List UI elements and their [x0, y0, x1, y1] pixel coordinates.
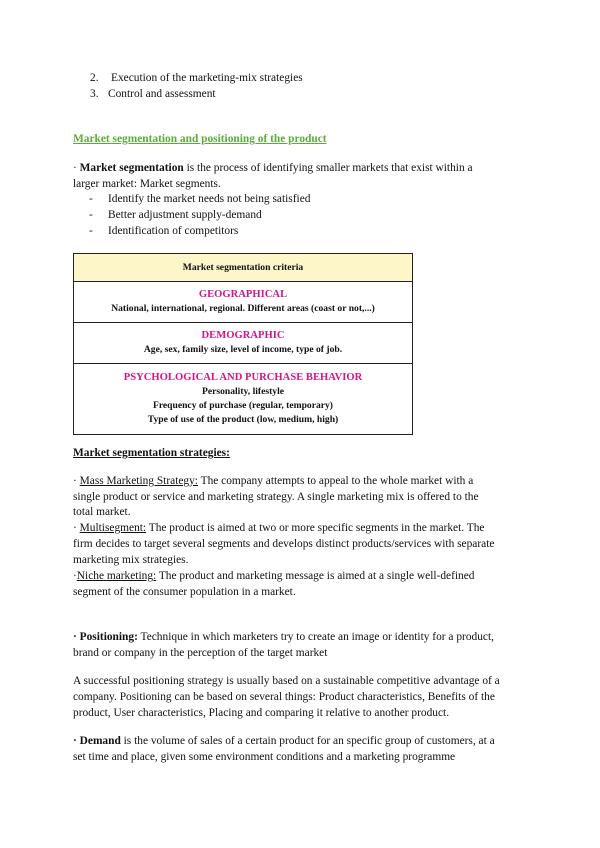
section-title: Market segmentation and positioning of the product	[73, 133, 327, 145]
demand-line-1	[73, 734, 495, 749]
bullet: ·	[73, 570, 77, 582]
list-item: Better adjustment supply-demand	[108, 209, 262, 221]
mass-line-2: single product or service and marketing strategy. A single marketing mix is offered to the	[73, 491, 479, 503]
term-mass-marketing: Mass Marketing Strategy:	[79, 475, 198, 487]
niche-line-2: segment of the consumer population in a market.	[73, 586, 296, 598]
term-niche-marketing: Niche marketing:	[76, 570, 157, 582]
positioning-line-1	[73, 630, 494, 645]
multi-line-2: firm decides to target several segments and develops distinct products/services with separate	[73, 538, 495, 550]
table-row	[74, 282, 413, 323]
niche-line-1	[73, 569, 475, 584]
table-header: Market segmentation criteria	[74, 254, 413, 282]
bullet: ·	[73, 162, 77, 174]
niche-text: The product and marketing message is aimed at a single well-defined	[156, 570, 475, 582]
criteria-category: PSYCHOLOGICAL AND PURCHASE BEHAVIOR	[123, 372, 363, 383]
criteria-detail: Age, sex, family size, level of income, type of job.	[143, 344, 343, 355]
bullet: ·	[73, 475, 80, 487]
intro-line-2: larger market: Market segments.	[73, 178, 221, 190]
mass-line-1	[73, 474, 473, 489]
successful-line-2: company. Positioning can be based on several things: Product characteristics, Benefits of the	[73, 691, 495, 703]
dash-marker: -	[89, 193, 93, 205]
dash-marker: -	[89, 225, 93, 237]
table-row	[74, 364, 413, 435]
positioning-text: Technique in which marketers try to create an image or identity for a product,	[137, 631, 494, 643]
list-item: Identification of competitors	[108, 225, 239, 237]
step-number: 2.	[90, 72, 99, 84]
intro-text: is the process of identifying smaller markets that exist within a	[183, 162, 473, 174]
criteria-category: DEMOGRAPHIC	[201, 330, 285, 341]
bullet: ·	[73, 522, 80, 534]
bullet: ·	[73, 735, 80, 747]
multi-line-3: marketing mix strategies.	[73, 554, 189, 566]
segmentation-criteria-table	[73, 253, 413, 435]
term-demand: Demand	[79, 735, 121, 747]
mass-line-3: total market.	[73, 506, 131, 518]
intro-line-1	[73, 161, 473, 176]
criteria-detail: National, international, regional. Different areas (coast or not,...)	[111, 303, 375, 314]
positioning-line-2: brand or company in the perception of the target market	[73, 647, 328, 659]
term-multisegment: Multisegment:	[79, 522, 147, 534]
table-row	[74, 323, 413, 364]
criteria-category: GEOGRAPHICAL	[198, 289, 288, 300]
dash-marker: -	[89, 209, 93, 221]
term-positioning: Positioning:	[79, 631, 138, 643]
term-market-segmentation: Market segmentation	[79, 162, 184, 174]
multi-line-1	[73, 521, 484, 536]
demand-text: is the volume of sales of a certain product for an specific group of customers, at a	[120, 735, 495, 747]
step-text: Control and assessment	[108, 88, 216, 100]
strategies-title: Market segmentation strategies:	[73, 447, 230, 459]
successful-line-3: product, User characteristics, Placing and comparing it relative to another product.	[73, 707, 450, 719]
demand-line-2: set time and place, given some environment conditions and a marketing programme	[73, 751, 456, 763]
successful-line-1: A successful positioning strategy is usually based on a sustainable competitive advantage of a	[73, 675, 500, 687]
list-item: Identify the market needs not being satisfied	[108, 193, 311, 205]
step-number: 3.	[90, 88, 99, 100]
criteria-detail: Type of use of the product (low, medium, high)	[147, 414, 339, 425]
criteria-detail: Personality, lifestyle	[201, 386, 285, 397]
criteria-detail: Frequency of purchase (regular, temporary)	[152, 400, 334, 411]
multi-text: The product is aimed at two or more specific segments in the market. The	[146, 522, 485, 534]
step-text: Execution of the marketing-mix strategies	[111, 72, 303, 84]
mass-text: The company attempts to appeal to the whole market with a	[197, 475, 474, 487]
bullet: ·	[73, 631, 80, 643]
